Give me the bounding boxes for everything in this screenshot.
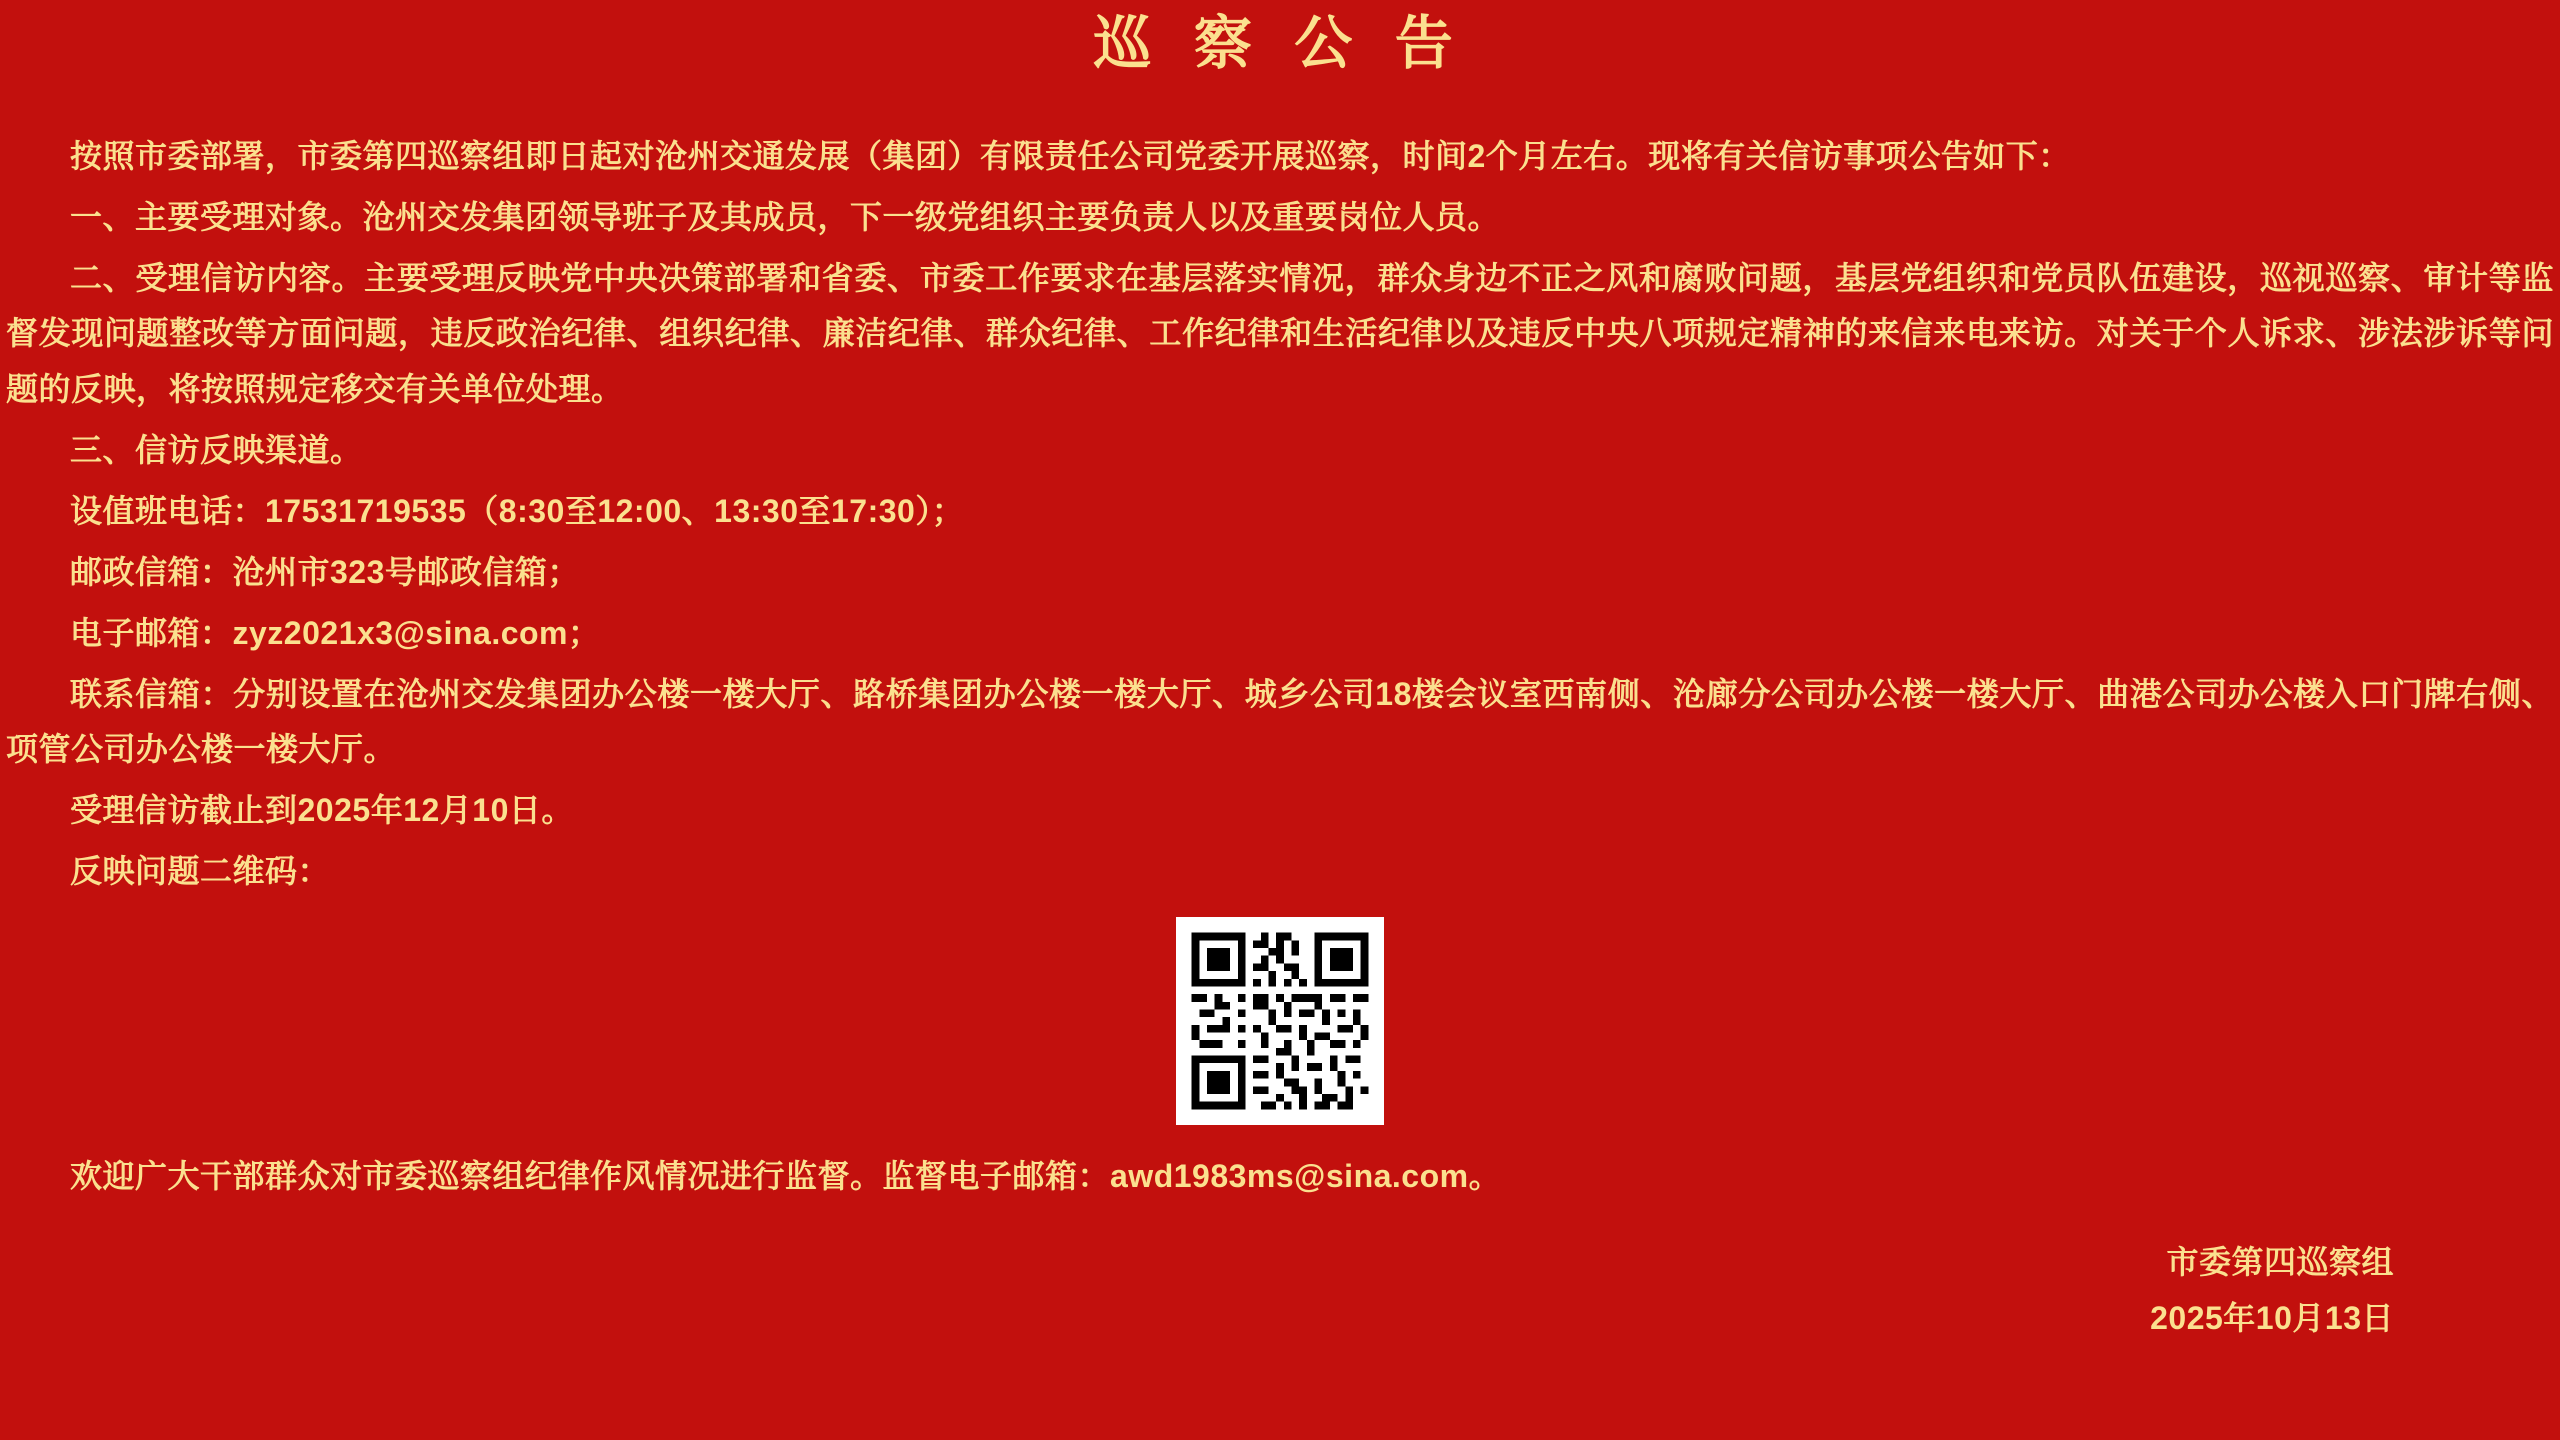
channel-postal: 邮政信箱：沧州市323号邮政信箱； [70, 553, 580, 590]
qr-code-container [6, 917, 2554, 1125]
paragraph-channels-heading: 三、信访反映渠道。 [70, 431, 363, 468]
channel-email: 电子邮箱：zyz2021x3@sina.com； [70, 614, 601, 651]
signature-date: 2025年10月13日 [2150, 1300, 2394, 1337]
page-title: 巡 察 公 告 [1093, 11, 1467, 76]
qr-code-icon [1176, 917, 1384, 1125]
paragraph-intro: 按照市委部署，市委第四巡察组即日起对沧州交通发展（集团）有限责任公司党委开展巡察，时间2个月左右。现将有关信访事项公告如下： [70, 138, 2071, 175]
channel-phone: 设值班电话：17531719535（8:30至12:00、13:30至17:30）； [70, 492, 965, 529]
deadline: 受理信访截止到2025年12月10日。 [70, 791, 574, 828]
contact-boxes: 联系信箱：分别设置在沧州交发集团办公楼一楼大厅、路桥集团办公楼一楼大厅、城乡公司18楼会议室西南侧、沧廊分公司办公楼一楼大厅、曲港公司办公楼入口门牌右侧、项管公司办公楼一楼大厅。 [6, 675, 2554, 767]
supervision-note: 欢迎广大干部群众对市委巡察组纪律作风情况进行监督。监督电子邮箱：awd1983ms@sina.com。 [70, 1157, 1502, 1194]
paragraph-subjects: 一、主要受理对象。沧州交发集团领导班子及其成员，下一级党组织主要负责人以及重要岗位人员。 [70, 199, 1501, 236]
signature-block [6, 1235, 2554, 1346]
qr-label: 反映问题二维码： [70, 852, 331, 889]
signature-org: 市委第四巡察组 [2166, 1243, 2394, 1280]
announcement-body [0, 129, 2560, 1345]
paragraph-content: 二、受理信访内容。主要受理反映党中央决策部署和省委、市委工作要求在基层落实情况，群众身边不正之风和腐败问题，基层党组织和党员队伍建设，巡视巡察、审计等监督发现问题整改等方面问题，违反政治纪律、组织纪律、廉洁纪律、群众纪律、工作纪律和生活纪律以及违反中央八项规定精神的来信来电来访。对关于个人诉求、涉法涉诉等问题的反映，将按照规定移交有关单位处理。 [6, 260, 2554, 407]
